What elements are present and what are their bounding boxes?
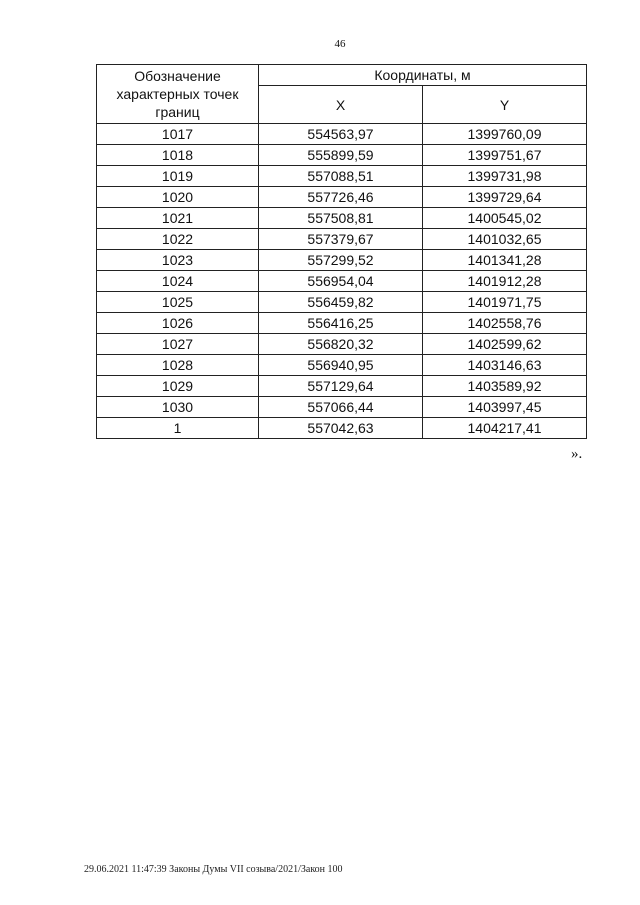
cell-x: 557129,64: [259, 376, 423, 397]
table-row: [97, 334, 587, 355]
table-row: [97, 397, 587, 418]
table-row: [97, 292, 587, 313]
cell-y: 1402558,76: [423, 313, 587, 334]
header-point-designation: Обозначение характерных точек границ: [97, 65, 259, 124]
cell-y: 1401032,65: [423, 229, 587, 250]
table-row: [97, 271, 587, 292]
cell-point: 1019: [97, 166, 259, 187]
cell-x: 555899,59: [259, 145, 423, 166]
cell-y: 1404217,41: [423, 418, 587, 439]
cell-x: 557508,81: [259, 208, 423, 229]
cell-point: 1022: [97, 229, 259, 250]
table-row: [97, 145, 587, 166]
cell-point: 1023: [97, 250, 259, 271]
cell-point: 1027: [97, 334, 259, 355]
header-x: X: [259, 86, 423, 124]
header-coordinates: Координаты, м: [259, 65, 587, 86]
cell-x: 556459,82: [259, 292, 423, 313]
cell-x: 556820,32: [259, 334, 423, 355]
coordinates-table: [96, 64, 587, 439]
cell-y: 1399760,09: [423, 124, 587, 145]
table-row: [97, 187, 587, 208]
footer-stamp: 29.06.2021 11:47:39 Законы Думы VII созыва/2021/Закон 100: [84, 864, 343, 875]
table-row: [97, 376, 587, 397]
cell-y: 1401341,28: [423, 250, 587, 271]
cell-x: 556954,04: [259, 271, 423, 292]
cell-y: 1402599,62: [423, 334, 587, 355]
cell-x: 557042,63: [259, 418, 423, 439]
cell-y: 1403146,63: [423, 355, 587, 376]
cell-point: 1025: [97, 292, 259, 313]
cell-point: 1030: [97, 397, 259, 418]
table-row: [97, 208, 587, 229]
cell-x: 556940,95: [259, 355, 423, 376]
cell-y: 1399731,98: [423, 166, 587, 187]
cell-x: 557088,51: [259, 166, 423, 187]
cell-x: 557066,44: [259, 397, 423, 418]
cell-point: 1018: [97, 145, 259, 166]
table-row: [97, 250, 587, 271]
cell-y: 1399729,64: [423, 187, 587, 208]
cell-point: 1021: [97, 208, 259, 229]
table-row: [97, 355, 587, 376]
closing-quote: ».: [571, 446, 583, 462]
cell-point: 1017: [97, 124, 259, 145]
table-row: [97, 418, 587, 439]
page-number: 46: [334, 38, 346, 50]
cell-x: 554563,97: [259, 124, 423, 145]
cell-x: 557299,52: [259, 250, 423, 271]
table-row: [97, 124, 587, 145]
table-row: [97, 166, 587, 187]
cell-y: 1401971,75: [423, 292, 587, 313]
cell-point: 1026: [97, 313, 259, 334]
cell-y: 1401912,28: [423, 271, 587, 292]
cell-x: 556416,25: [259, 313, 423, 334]
cell-y: 1403997,45: [423, 397, 587, 418]
cell-y: 1399751,67: [423, 145, 587, 166]
table-row: [97, 229, 587, 250]
cell-y: 1403589,92: [423, 376, 587, 397]
cell-point: 1029: [97, 376, 259, 397]
cell-point: 1020: [97, 187, 259, 208]
header-y: Y: [423, 86, 587, 124]
cell-y: 1400545,02: [423, 208, 587, 229]
table-row: [97, 313, 587, 334]
cell-point: 1: [97, 418, 259, 439]
cell-x: 557379,67: [259, 229, 423, 250]
cell-x: 557726,46: [259, 187, 423, 208]
cell-point: 1028: [97, 355, 259, 376]
cell-point: 1024: [97, 271, 259, 292]
